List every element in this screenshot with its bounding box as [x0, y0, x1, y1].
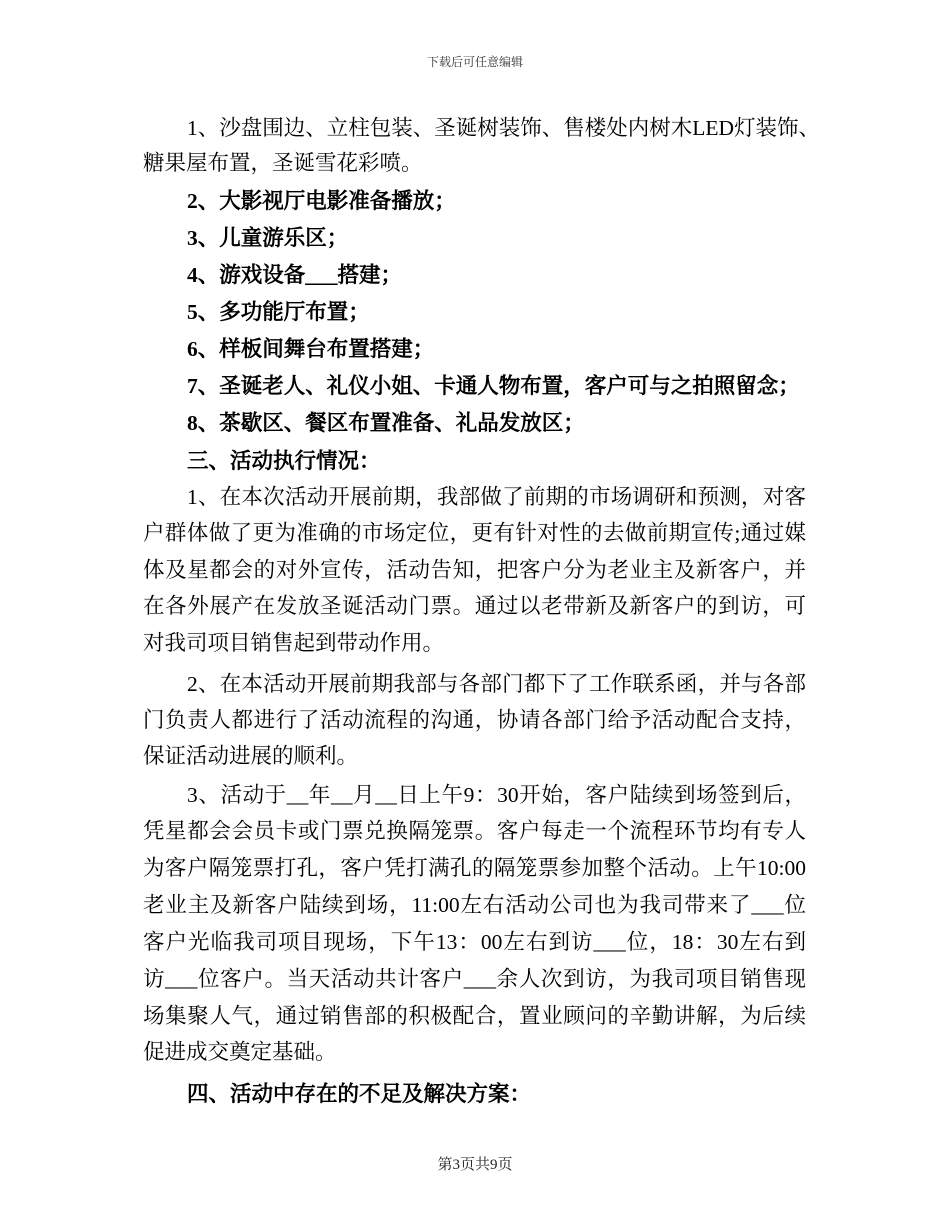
text-line: 凭星都会会员卡或门票兑换隔笼票。客户每走一个流程环节均有专人: [143, 819, 806, 843]
section-heading: 四、活动中存在的不足及解决方案：: [187, 1082, 532, 1106]
text-line: 1、在本次活动开展前期，我部做了前期的市场调研和预测，对客: [187, 485, 806, 509]
text-line: 户群体做了更为准确的市场定位，更有针对性的去做前期宣传;通过媒: [143, 521, 806, 545]
text-line: 场集聚人气，通过销售部的积极配合，置业顾问的辛勤讲解，为后续: [143, 1004, 806, 1028]
text-line: 1、沙盘围边、立柱包装、圣诞树装饰、售楼处内树木LED灯装饰、: [187, 116, 821, 140]
text-line: 对我司项目销售起到带动作用。: [143, 631, 445, 655]
text-line: 2、在本活动开展前期我部与各部门都下了工作联系函，并与各部: [187, 672, 806, 696]
text-line: 老业主及新客户陆续到场，11:00左右活动公司也为我司带来了___位: [143, 893, 806, 917]
text-line: 3、活动于__年__月__日上午9：30开始，客户陆续到场签到后，: [187, 783, 806, 807]
list-item: 3、儿童游乐区；: [187, 226, 349, 250]
text-line: 为客户隔笼票打孔，客户凭打满孔的隔笼票参加整个活动。上午10:00: [143, 856, 806, 880]
list-item: 8、茶歇区、餐区布置准备、礼品发放区；: [187, 411, 585, 435]
text-line: 糖果屋布置，圣诞雪花彩喷。: [143, 151, 423, 175]
section-heading: 三、活动执行情况：: [187, 449, 381, 473]
list-item: 7、圣诞老人、礼仪小姐、卡通人物布置，客户可与之拍照留念；: [187, 374, 800, 398]
list-item: 2、大影视厅电影准备播放；: [187, 189, 456, 213]
list-item: 5、多功能厅布置；: [187, 300, 370, 324]
text-line: 体及星都会的对外宣传，活动告知，把客户分为老业主及新客户，并: [143, 558, 806, 582]
list-item: 4、游戏设备___搭建；: [187, 263, 403, 287]
text-line: 促进成交奠定基础。: [143, 1040, 337, 1064]
text-line: 门负责人都进行了活动流程的沟通，协请各部门给予活动配合支持，: [143, 708, 806, 732]
list-item: 6、样板间舞台布置搭建；: [187, 337, 435, 361]
text-line: 客户光临我司项目现场，下午13：00左右到访___位，18：30左右到: [143, 930, 806, 954]
text-line: 访___位客户。当天活动共计客户___余人次到访，为我司项目销售现: [143, 967, 806, 991]
text-line: 保证活动进展的顺利。: [143, 744, 359, 768]
page-header: 下载后可任意编辑: [426, 55, 523, 69]
text-line: 在各外展产在发放圣诞活动门票。通过以老带新及新客户的到访，可: [143, 594, 806, 618]
page-footer: 第3页共9页: [437, 1157, 513, 1173]
